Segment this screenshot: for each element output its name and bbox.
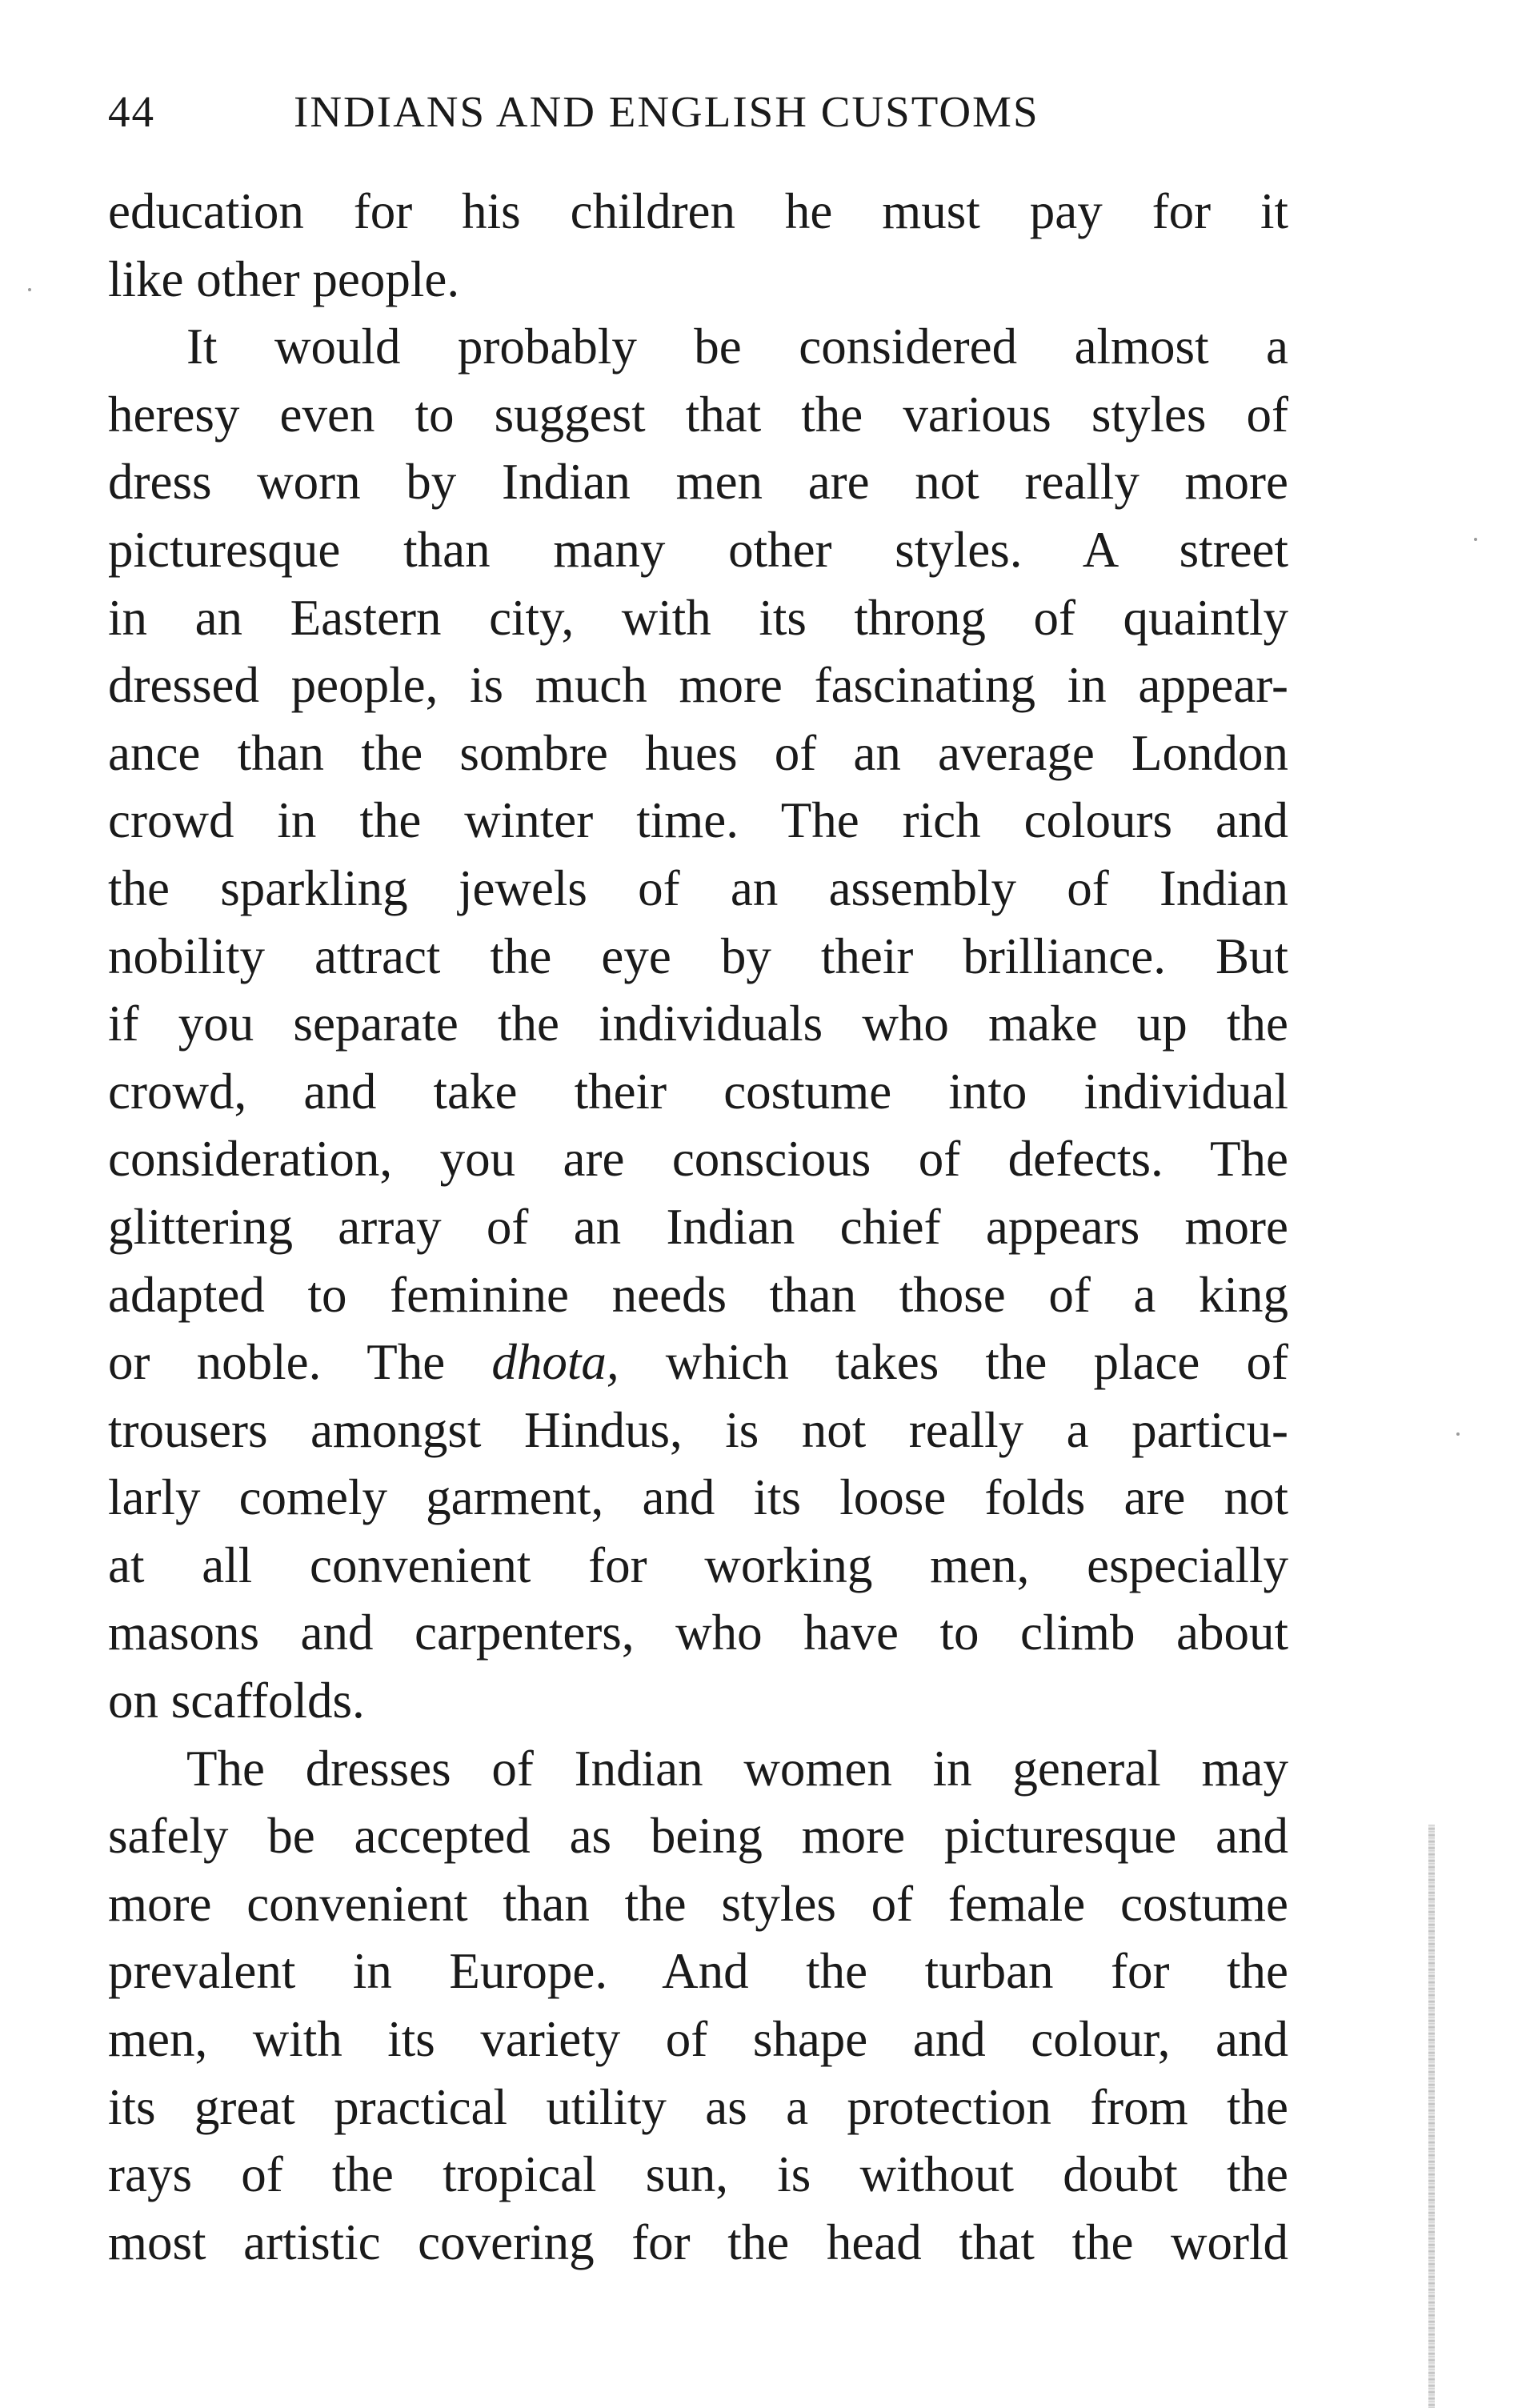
text-line: adapted to feminine needs than those of a king: [108, 1266, 1288, 1323]
text-line: picturesque than many other styles. A street: [108, 521, 1288, 578]
text-line: dress worn by Indian men are not really more: [108, 454, 1288, 511]
text-line: trousers amongst Hindus, is not really a particu-: [108, 1401, 1288, 1458]
paper-speck: [1474, 538, 1477, 541]
text-line: in an Eastern city, with its throng of quaintly: [108, 589, 1288, 646]
text-line: if you separate the individuals who make up the: [108, 996, 1288, 1052]
text-segment: which takes the place of: [619, 1334, 1288, 1391]
text-line: The dresses of Indian women in general may: [186, 1740, 1288, 1797]
text-line: ance than the sombre hues of an average London: [108, 724, 1288, 781]
paper-speck: [1456, 1432, 1460, 1436]
text-line: men, with its variety of shape and colour, and: [108, 2011, 1288, 2068]
text-line: rays of the tropical sun, is without doubt the: [108, 2146, 1288, 2203]
text-line: crowd, and take their costume into individual: [108, 1063, 1288, 1120]
text-line: nobility attract the eye by their brilliance. But: [108, 928, 1288, 984]
text-line: education for his children he must pay for it: [108, 183, 1288, 239]
text-line: It would probably be considered almost a: [186, 319, 1288, 375]
text-segment: or noble. The: [108, 1334, 492, 1391]
text-line: larly comely garment, and its loose folds are not: [108, 1469, 1288, 1526]
text-line: like other people.: [108, 250, 460, 307]
text-line: on scaffolds.: [108, 1673, 365, 1729]
paper-speck: [28, 288, 31, 291]
text-line: heresy even to suggest that the various styles of: [108, 386, 1288, 443]
text-line: the sparkling jewels of an assembly of Indian: [108, 859, 1288, 916]
running-head: INDIANS AND ENGLISH CUSTOMS: [294, 87, 1039, 136]
text-line: glittering array of an Indian chief appears more: [108, 1198, 1288, 1255]
text-line: prevalent in Europe. And the turban for the: [108, 1943, 1288, 2000]
text-line: most artistic covering for the head that the world: [108, 2214, 1288, 2270]
text-line: its great practical utility as a protection from the: [108, 2078, 1288, 2135]
text-line-with-italic: [108, 1328, 1288, 1396]
text-line: masons and carpenters, who have to climb about: [108, 1605, 1288, 1661]
text-line: dressed people, is much more fascinating in appear-: [108, 657, 1288, 714]
text-line: safely be accepted as being more picturesque and: [108, 1808, 1288, 1865]
text-line: more convenient than the styles of female costume: [108, 1875, 1288, 1932]
binding-edge-shadow: [1428, 1825, 1435, 2408]
page-header: [108, 86, 1308, 150]
text-line: at all convenient for working men, especially: [108, 1537, 1288, 1593]
text-line: crowd in the winter time. The rich colours and: [108, 792, 1288, 849]
page-number: 44: [108, 87, 155, 136]
italic-term-dhota: dhota,: [491, 1334, 619, 1391]
body-text: [108, 178, 1288, 2276]
text-line: consideration, you are conscious of defects. The: [108, 1131, 1288, 1188]
